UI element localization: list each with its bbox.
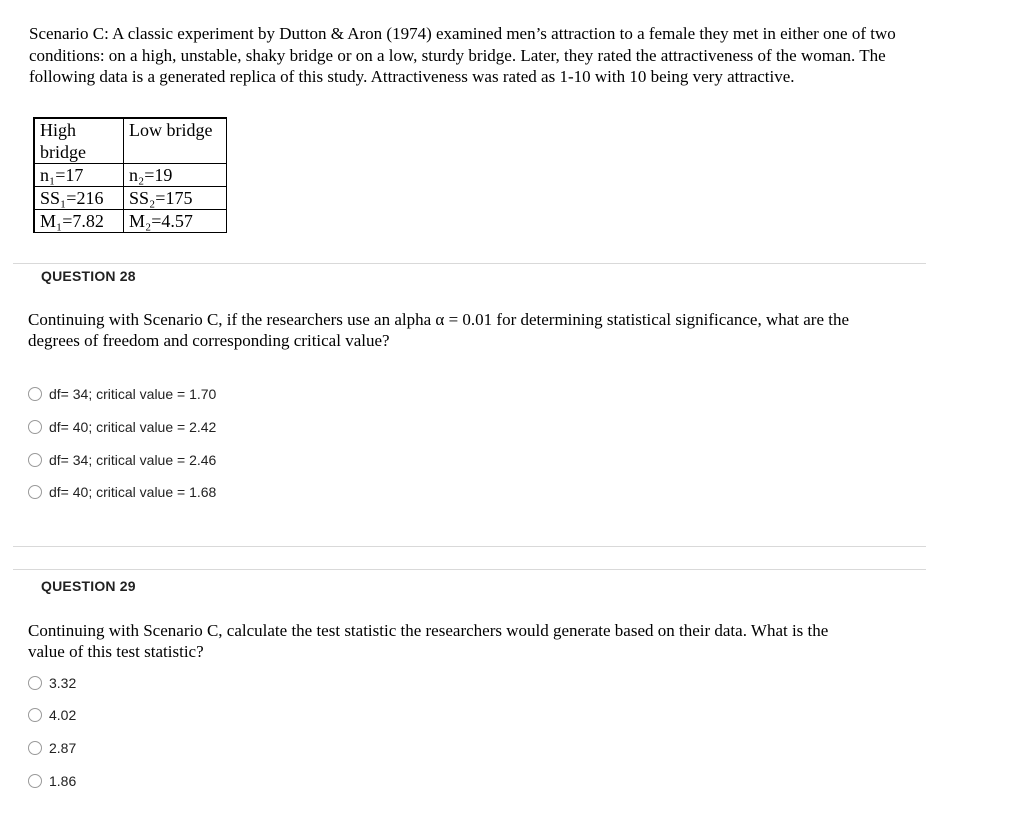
q28-option-4[interactable]: [28, 484, 216, 500]
table-header-cell: High bridge: [34, 118, 124, 164]
option-label: 2.87: [49, 740, 77, 756]
question-29-text: Continuing with Scenario C, calculate the test statistic the researchers would generate based on their data. What is the value of this test statistic?: [28, 621, 829, 661]
table-cell: SS₂=175: [124, 187, 227, 210]
option-label: df= 34; critical value = 1.70: [49, 386, 217, 402]
question-28-text: Continuing with Scenario C, if the researchers use an alpha α = 0.01 for determining statistical significance, what are the degrees of freedom and corresponding critical value?: [28, 310, 850, 350]
question-29-title: QUESTION 29: [41, 578, 136, 594]
option-label: df= 40; critical value = 2.42: [49, 419, 217, 435]
table-row: [34, 164, 227, 187]
q29-option-4[interactable]: [28, 773, 76, 789]
table-cell: n₂=19: [124, 164, 227, 187]
data-table: [33, 117, 227, 233]
table-cell: n₁=17: [34, 164, 124, 187]
radio-button[interactable]: [28, 774, 42, 788]
option-label: 4.02: [49, 707, 77, 723]
question-28-title: QUESTION 28: [41, 268, 136, 284]
divider: [13, 569, 926, 570]
radio-button[interactable]: [28, 387, 42, 401]
divider: [13, 263, 926, 264]
table-header-cell: Low bridge: [124, 118, 227, 164]
radio-button[interactable]: [28, 453, 42, 467]
option-label: 1.86: [49, 773, 77, 789]
option-label: df= 40; critical value = 1.68: [49, 484, 217, 500]
q28-option-1[interactable]: [28, 386, 216, 402]
q29-option-2[interactable]: [28, 707, 76, 723]
q28-option-2[interactable]: [28, 419, 216, 435]
radio-button[interactable]: [28, 676, 42, 690]
option-label: 3.32: [49, 675, 77, 691]
q28-option-3[interactable]: [28, 452, 216, 468]
table-row: [34, 187, 227, 210]
q29-option-3[interactable]: [28, 740, 76, 756]
scenario-text: Scenario C: A classic experiment by Dutton & Aron (1974) examined men’s attraction to a female they met in either one of two conditions: on a high, unstable, shaky bridge or on a low, sturdy bridge. Later, they rated the attractiveness of the woman. The following data is a generated replica of this study. Attractiveness was rated as 1-10 with 10 being very attractive.: [29, 24, 896, 86]
radio-button[interactable]: [28, 420, 42, 434]
table-cell: M₁=7.82: [34, 210, 124, 233]
option-label: df= 34; critical value = 2.46: [49, 452, 217, 468]
radio-button[interactable]: [28, 741, 42, 755]
table-row: [34, 210, 227, 233]
q29-option-1[interactable]: [28, 675, 76, 691]
table-cell: M₂=4.57: [124, 210, 227, 233]
radio-button[interactable]: [28, 708, 42, 722]
radio-button[interactable]: [28, 485, 42, 499]
table-header-row: [34, 118, 227, 164]
divider: [13, 546, 926, 547]
table-cell: SS₁=216: [34, 187, 124, 210]
